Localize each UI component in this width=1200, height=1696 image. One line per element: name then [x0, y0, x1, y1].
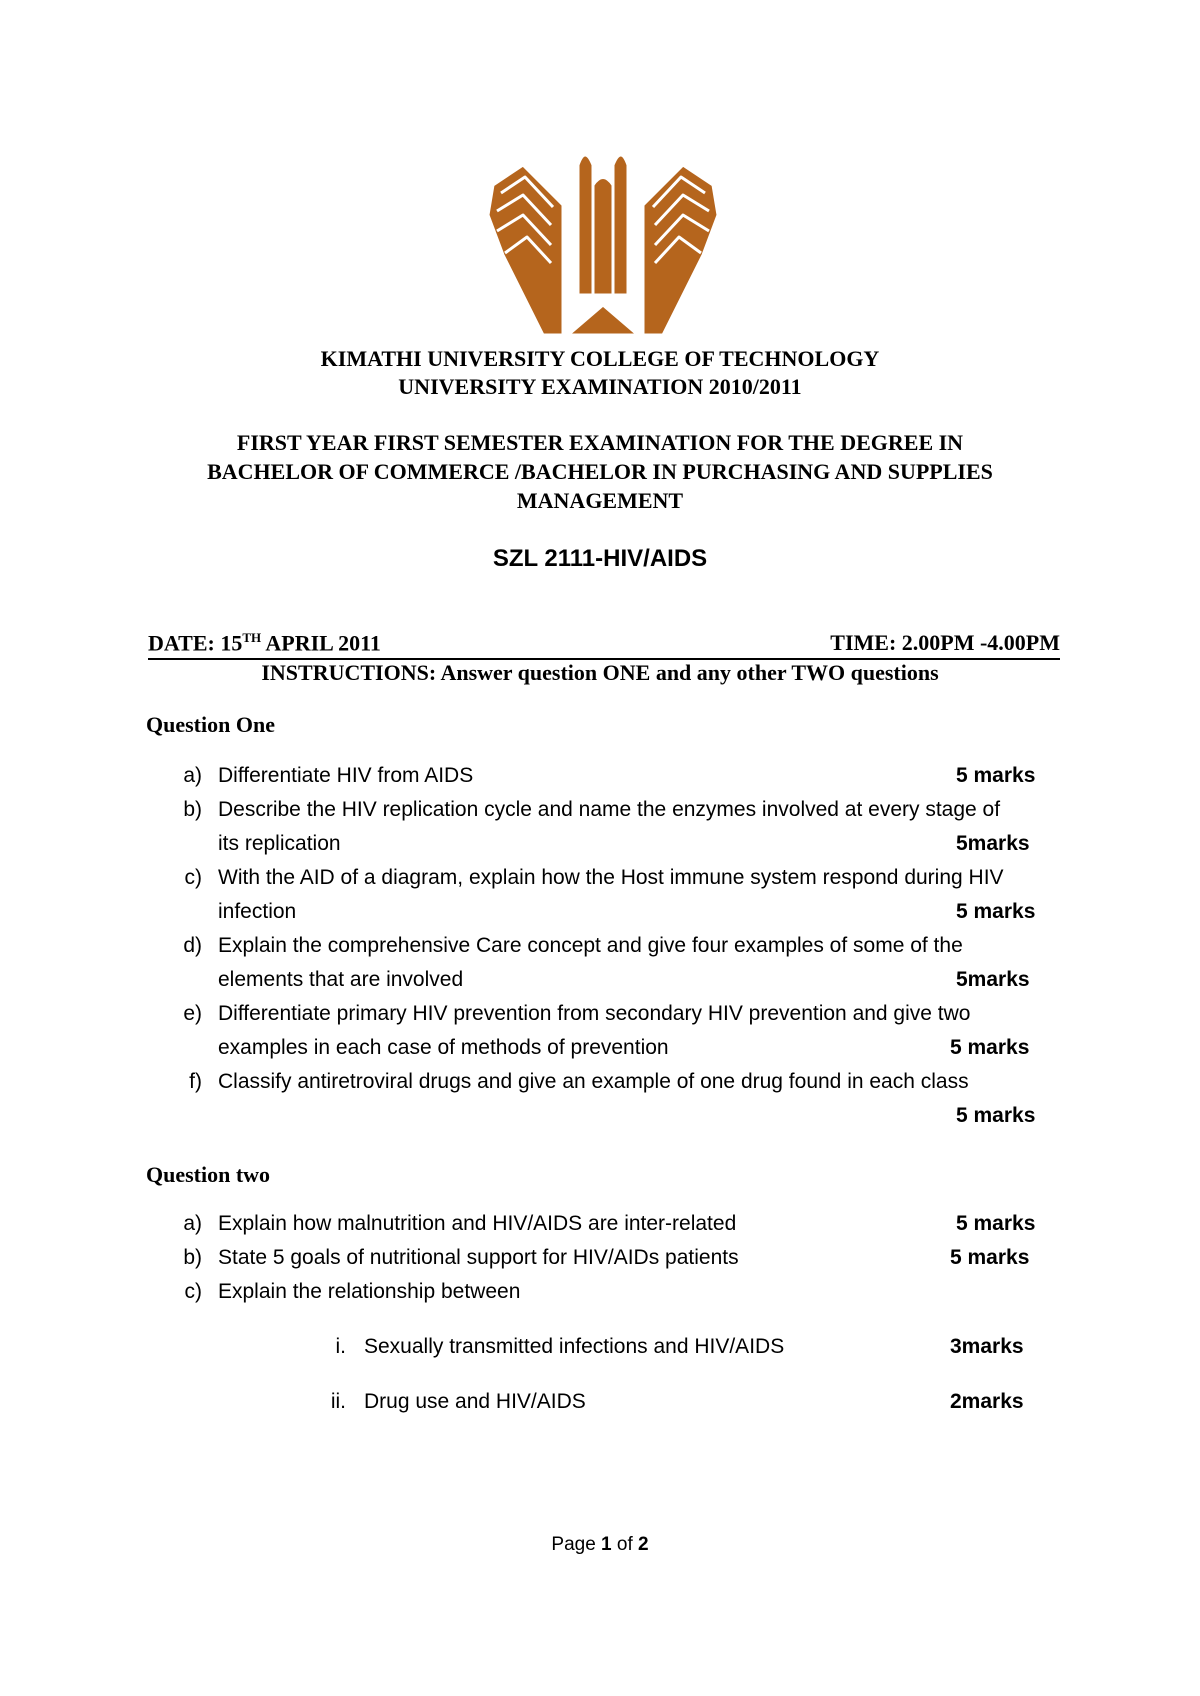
question-marks: 5 marks	[956, 1104, 1036, 1127]
question-letter: c)	[184, 866, 202, 889]
sub-question-numeral: ii.	[330, 1390, 346, 1413]
header	[0, 345, 1200, 401]
question-marks: 5 marks	[950, 1246, 1030, 1269]
question-text: With the AID of a diagram, explain how the Host immune system respond during HIV	[218, 866, 1004, 889]
question-text-continued: examples in each case of methods of prevention	[218, 1036, 669, 1059]
question-one-heading: Question One	[146, 712, 275, 737]
question-marks: 5 marks	[956, 1212, 1036, 1235]
exam-time: TIME: 2.00PM -4.00PM	[830, 630, 1060, 655]
question-text-continued: its replication	[218, 832, 341, 855]
degree-title	[0, 428, 1200, 515]
question-text: Differentiate primary HIV prevention from secondary HIV prevention and give two	[218, 1002, 971, 1025]
date-time-row	[148, 628, 1060, 660]
question-marks: 5 marks	[950, 1036, 1030, 1059]
question-text: Explain the relationship between	[218, 1280, 521, 1303]
question-marks: 5marks	[956, 832, 1030, 855]
exam-date: DATE: 15TH APRIL 2011	[148, 630, 381, 656]
question-text-continued: elements that are involved	[218, 968, 464, 991]
question-text: Explain how malnutrition and HIV/AIDS are inter-related	[218, 1212, 737, 1235]
sub-question-marks: 3marks	[950, 1335, 1024, 1358]
question-letter: d)	[183, 934, 202, 957]
sub-question-marks: 2marks	[950, 1390, 1024, 1413]
question-letter: b)	[183, 798, 202, 821]
question-marks: 5marks	[956, 968, 1030, 991]
degree-line-1: FIRST YEAR FIRST SEMESTER EXAMINATION FOR THE DEGREE IN	[236, 430, 964, 455]
instructions: INSTRUCTIONS: Answer question ONE and any other TWO questions	[261, 660, 939, 685]
question-text: State 5 goals of nutritional support for HIV/AIDs patients	[218, 1246, 739, 1269]
page-number: Page 1 of 2	[551, 1534, 649, 1555]
question-marks: 5 marks	[956, 764, 1036, 787]
question-letter: a)	[183, 764, 202, 787]
question-text: Differentiate HIV from AIDS	[218, 764, 474, 787]
institution-name: KIMATHI UNIVERSITY COLLEGE OF TECHNOLOGY	[320, 346, 880, 371]
question-text: Describe the HIV replication cycle and name the enzymes involved at every stage of	[218, 798, 1001, 821]
question-letter: a)	[183, 1212, 202, 1235]
question-text: Classify antiretroviral drugs and give an example of one drug found in each class	[218, 1070, 969, 1093]
question-two-heading: Question two	[146, 1162, 271, 1187]
exam-title: UNIVERSITY EXAMINATION 2010/2011	[398, 374, 802, 399]
university-logo	[483, 145, 723, 345]
question-marks: 5 marks	[956, 900, 1036, 923]
course-code: SZL 2111-HIV/AIDS	[492, 545, 708, 572]
sub-question-numeral: i.	[335, 1335, 346, 1358]
sub-question-text: Drug use and HIV/AIDS	[364, 1390, 586, 1413]
question-text: Explain the comprehensive Care concept and give four examples of some of the	[218, 934, 963, 957]
question-letter: b)	[183, 1246, 202, 1269]
question-letter: e)	[183, 1002, 202, 1025]
sub-question-text: Sexually transmitted infections and HIV/AIDS	[364, 1335, 785, 1358]
question-letter: f)	[189, 1070, 202, 1093]
degree-line-2: BACHELOR OF COMMERCE /BACHELOR IN PURCHASING AND SUPPLIES	[207, 459, 993, 484]
question-letter: c)	[184, 1280, 202, 1303]
degree-line-3: MANAGEMENT	[516, 488, 684, 513]
question-text-continued: infection	[218, 900, 297, 923]
